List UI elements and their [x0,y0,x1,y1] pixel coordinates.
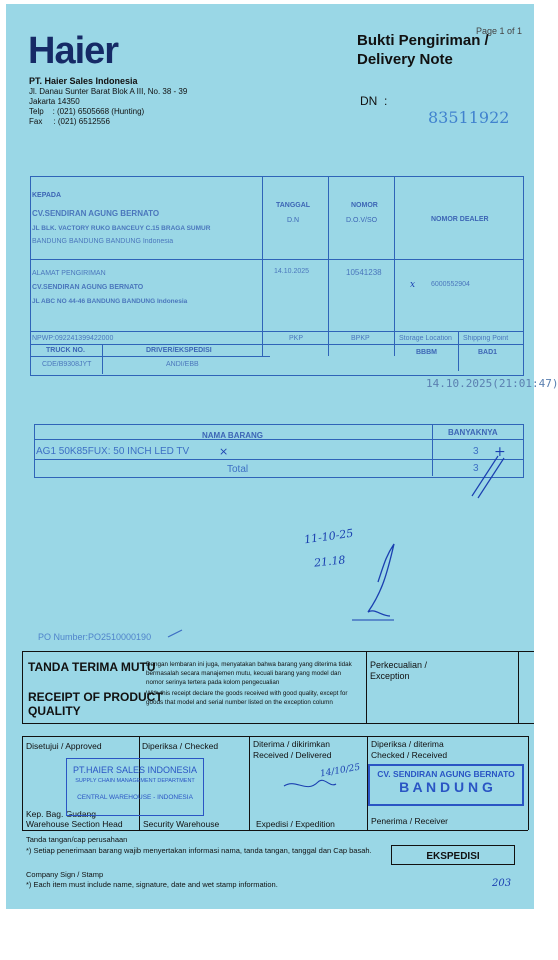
driver-label: DRIVER/EKSPEDISI [146,347,212,354]
tanggal-label: TANGGAL [276,202,311,209]
sig-foot-receiver: Penerima / Receiver [371,816,449,826]
storage-label: Storage Location [399,335,452,342]
cv-stamp-line-2: B A N D U N G [399,779,493,795]
po-number: PO Number:PO2510000190 [38,632,152,642]
customer-name: CV.SENDIRAN AGUNG BERNATO [32,209,160,218]
copy-label-box [391,845,515,865]
customer-address-1: JL BLK. VACTORY RUKO BANCEUY C.15 BRAGA SUMUR [32,225,211,232]
dn-label: DN : [360,94,388,108]
shipping-value: BAD1 [478,349,498,356]
tanggal-value: 14.10.2025 [274,268,310,275]
ship-address: JL ABC NO 44-46 BANDUNG BANDUNG Indonesia [32,298,188,305]
total-qty: 3 [473,463,479,474]
item-check-mark: ⨯ [219,445,229,458]
receipt-title-id: TANDA TERIMA MUTU [28,660,156,674]
haier-stamp-line-3: CENTRAL WAREHOUSE - INDONESIA [77,794,193,801]
total-label: Total [227,464,249,475]
receipt-text-id: Dengan lembaran ini juga, menyatakan bahwa barang yang diterima tidak bermasalah secara manajemen mutu, kecuali barang yang model dan nomor serinya tertera pada kolom pengecualian [146,661,352,686]
copy-label: EKSPEDISI [426,851,480,862]
handwritten-date-1: 11-10-25 [303,526,355,547]
doc-title-en: Delivery Note [357,51,453,68]
sig-received-label-2: Checked / Received [371,750,448,760]
company-address-2: Jakarta 14350 [29,97,80,106]
dealer-label: NOMOR DEALER [431,216,489,223]
truck-value: CDE/B9308JYT [42,361,92,368]
footer-note-en-1: Company Sign / Stamp [26,870,104,879]
haier-warehouse-stamp [66,758,204,816]
print-timestamp: 14.10.2025(21:01:47) [426,377,558,390]
receipt-title-en-2: QUALITY [28,704,81,718]
cv-stamp-line-1: CV. SENDIRAN AGUNG BERNATO [377,769,515,779]
haier-stamp-line-1: PT.HAIER SALES INDONESIA [72,765,198,775]
qty-tick-mark: + [494,444,506,460]
sig-approved-label: Disetujui / Approved [26,741,102,751]
handwritten-page-number: 203 [492,878,512,889]
receipt-text-en: With this receipt declare the goods received with good quality, except for goods that model and serial number listed on the exception column [146,690,348,706]
truck-label: TRUCK NO. [46,347,85,354]
shipping-label: Shipping Point [463,335,509,342]
item-row-name: AG1 50K85FUX: 50 INCH LED TV [36,446,190,457]
company-phone: Telp : (021) 6505668 (Hunting) [29,107,145,116]
dealer-value: 6000552904 [431,281,470,288]
sig-delivered-label-1: Diterima / dikirimkan [253,739,330,749]
sig-checked-label: Diperiksa / Checked [142,741,219,751]
nomor-value: 10541238 [346,268,382,277]
col-banyaknya: BANYAKNYA [448,428,498,437]
sig-received-label-1: Diperiksa / diterima [371,739,444,749]
storage-value: BBBM [416,349,437,356]
haier-logo: Haier [28,30,119,72]
receiver-company-stamp [368,764,524,806]
ship-name: CV.SENDIRAN AGUNG BERNATO [32,284,144,291]
company-address-1: Jl. Danau Sunter Barat Blok A III, No. 38 - 39 [29,87,188,96]
kepada-label: KEPADA [32,192,62,199]
sig-foot-warehouse-head-en: Warehouse Section Head [26,819,123,829]
customer-address-2: BANDUNG BANDUNG BANDUNG Indonesia [32,238,174,245]
handwritten-date-2: 14/10/25 [319,762,361,780]
delivery-note-sheet [6,4,558,909]
footer-note-id-2: *) Setiap penerimaan barang wajib menyertakan informasi nama, tanda tangan, tanggal dan Cap basah. [26,846,372,855]
footer-note-id-1: Tanda tangan/cap perusahaan [26,835,128,844]
sig-delivered-label-2: Received / Delivered [253,750,332,760]
bpkp-label: BPKP [351,335,370,342]
exception-label-2: Exception [370,671,410,681]
dn-number: 83511922 [428,108,510,127]
sig-foot-warehouse-head-id: Kep. Bag. Gudang [26,809,96,819]
haier-stamp-line-2: SUPPLY CHAIN MANAGEMENT DEPARTMENT [75,778,195,784]
col-nama-barang: NAMA BARANG [202,431,264,440]
sig-foot-expedition: Expedisi / Expedition [256,819,335,829]
dealer-check-mark: x [410,280,416,290]
ship-label: ALAMAT PENGIRIMAN [32,270,106,277]
company-fax: Fax : (021) 6512556 [29,117,110,126]
page-label: Page 1 of 1 [476,26,523,36]
footer-note-en-2: *) Each item must include name, signature, date and wet stamp information. [26,880,278,889]
sig-foot-security: Security Warehouse [143,819,220,829]
driver-value: ANDI/EBB [166,361,199,368]
nomor-label: NOMOR [351,202,378,209]
npwp: NPWP:092241399422000 [32,335,114,342]
nomor-sub: D.O.V/SO [346,217,378,224]
exception-label-1: Perkecualian / [370,660,428,670]
item-row-qty: 3 [473,446,479,457]
handwritten-time: 21.18 [313,553,347,570]
pkp-label: PKP [289,335,304,342]
doc-title-id: Bukti Pengiriman / [357,32,489,49]
tanggal-sub: D.N [287,217,300,224]
company-name: PT. Haier Sales Indonesia [29,76,138,86]
receipt-title-en-1: RECEIPT OF PRODUCT [28,690,163,704]
